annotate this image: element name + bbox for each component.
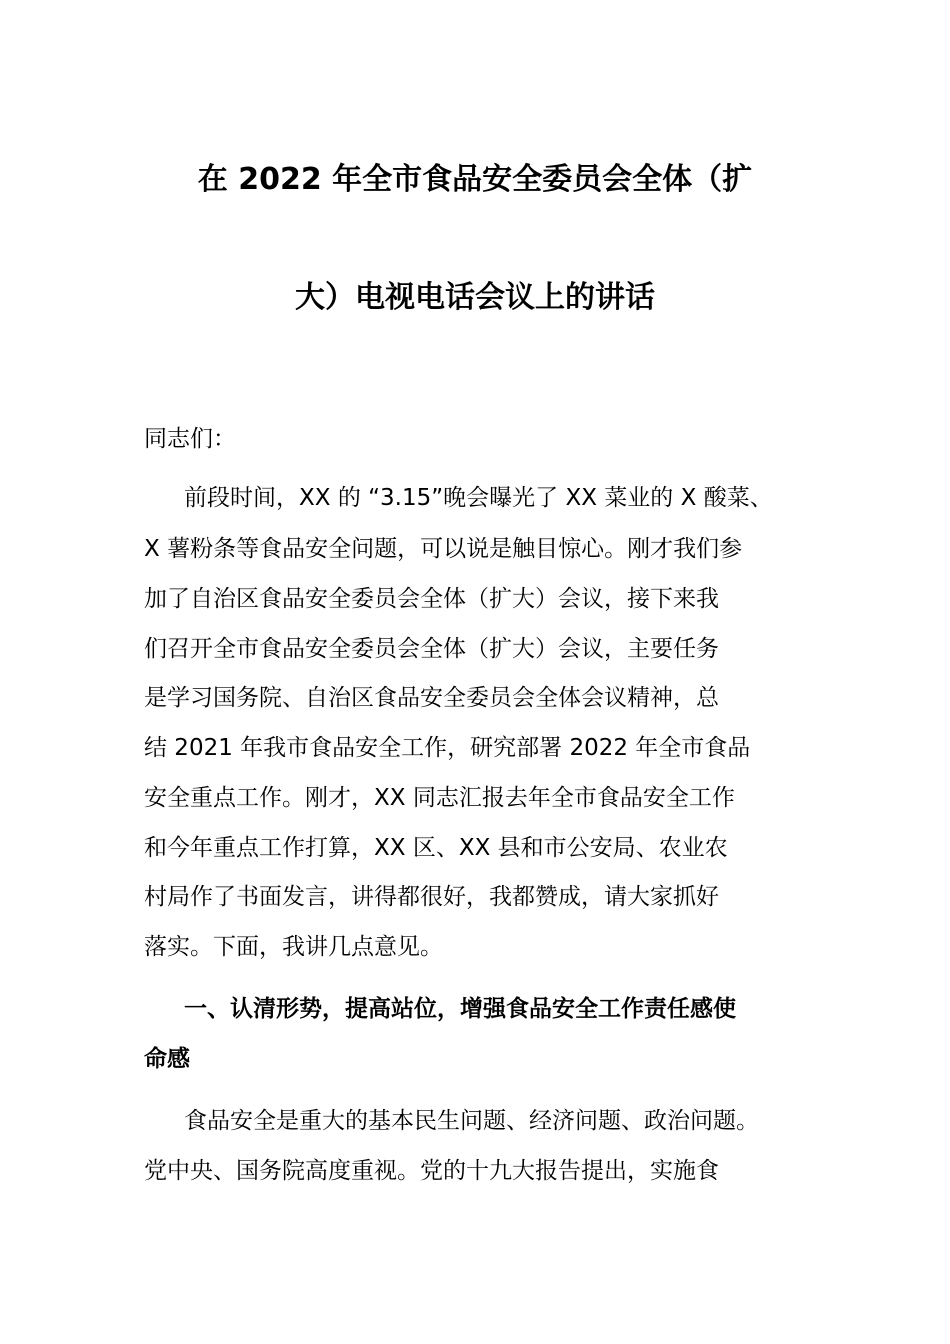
paragraph-1-line: 们召开全市食品安全委员会全体（扩大）会议，主要任务 [144,636,719,662]
section-heading-1-line: 命感 [144,1046,190,1072]
paragraph-1-line: 落实。下面，我讲几点意见。 [144,934,443,960]
paragraph-1-line: 安全重点工作。刚才，XX 同志汇报去年全市食品安全工作 [144,785,735,811]
paragraph-1-line: 村局作了书面发言，讲得都很好，我都赞成，请大家抓好 [144,884,719,910]
paragraph-2-line: 党中央、国务院高度重视。党的十九大报告提出，实施食 [144,1158,719,1184]
document-title-line-2: 大）电视电话会议上的讲话 [295,280,655,315]
paragraph-1-line: 前段时间，XX 的 “3.15”晚会曝光了 XX 菜业的 X 酸菜、 [184,485,773,511]
paragraph-2-line: 食品安全是重大的基本民生问题、经济问题、政治问题。 [184,1108,759,1134]
paragraph-1-line: 加了自治区食品安全委员会全体（扩大）会议，接下来我 [144,586,719,612]
section-heading-1-line: 一、认清形势，提高站位，增强食品安全工作责任感使 [184,996,736,1022]
paragraph-1-line: 和今年重点工作打算，XX 区、XX 县和市公安局、农业农 [144,835,728,861]
paragraph-1-line: 是学习国务院、自治区食品安全委员会全体会议精神，总 [144,685,719,711]
paragraph-1-line: 结 2021 年我市食品安全工作，研究部署 2022 年全市食品 [144,735,751,761]
paragraph-1-line: X 薯粉条等食品安全问题，可以说是触目惊心。刚才我们参 [144,536,743,562]
salutation: 同志们： [144,426,236,452]
document-title-line-1: 在 2022 年全市食品安全委员会全体（扩 [197,162,753,197]
